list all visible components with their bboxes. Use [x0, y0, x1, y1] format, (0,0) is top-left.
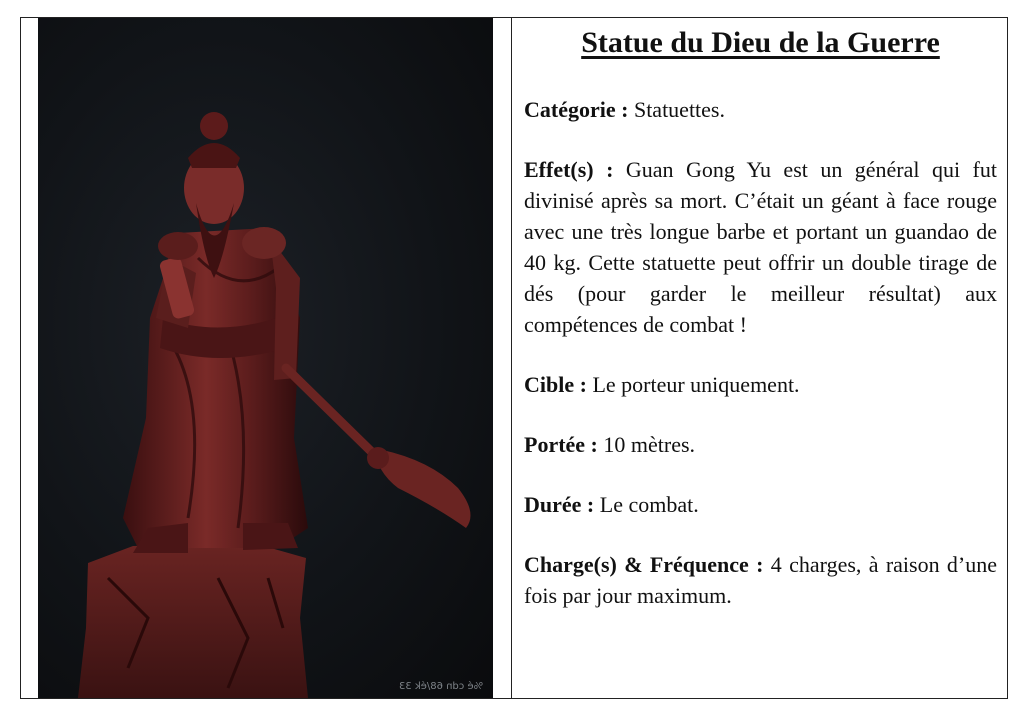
item-card: [20, 17, 1008, 699]
statue-illustration: [38, 18, 493, 698]
photo-watermark: %é cdn 68/ék 33: [398, 681, 483, 692]
field-value: Le porteur uniquement.: [586, 372, 800, 397]
field-label: Catégorie :: [524, 97, 629, 122]
field-portee: [524, 429, 997, 460]
field-effets: [524, 154, 997, 340]
field-label: Portée :: [524, 432, 598, 457]
field-value: 10 mètres.: [597, 432, 696, 457]
field-value: 4 charges, à raison d’une fois par jour maximum.: [524, 552, 997, 608]
field-cible: [524, 369, 997, 400]
field-categorie: [524, 94, 997, 125]
description-column: [512, 18, 1007, 698]
field-label: Effet(s) :: [524, 157, 614, 182]
field-charges: [524, 549, 997, 611]
field-label: Cible :: [524, 372, 587, 397]
field-value: Guan Gong Yu est un général qui fut divinisé après sa mort. C’était un géant à face rouge avec une très longue barbe et portant un guandao de 40 kg. Cette statuette peut offrir un double tirage de dés (pour garder le meilleur résultat) aux compétences de combat !: [524, 157, 997, 337]
field-duree: [524, 489, 997, 520]
image-column: [21, 18, 512, 698]
field-label: Durée :: [524, 492, 595, 517]
statue-photo: [38, 18, 493, 698]
field-label: Charge(s) & Fréquence :: [524, 552, 764, 577]
card-title: Statue du Dieu de la Guerre: [581, 26, 940, 59]
field-value: Le combat.: [594, 492, 699, 517]
field-value: Statuettes.: [628, 97, 725, 122]
